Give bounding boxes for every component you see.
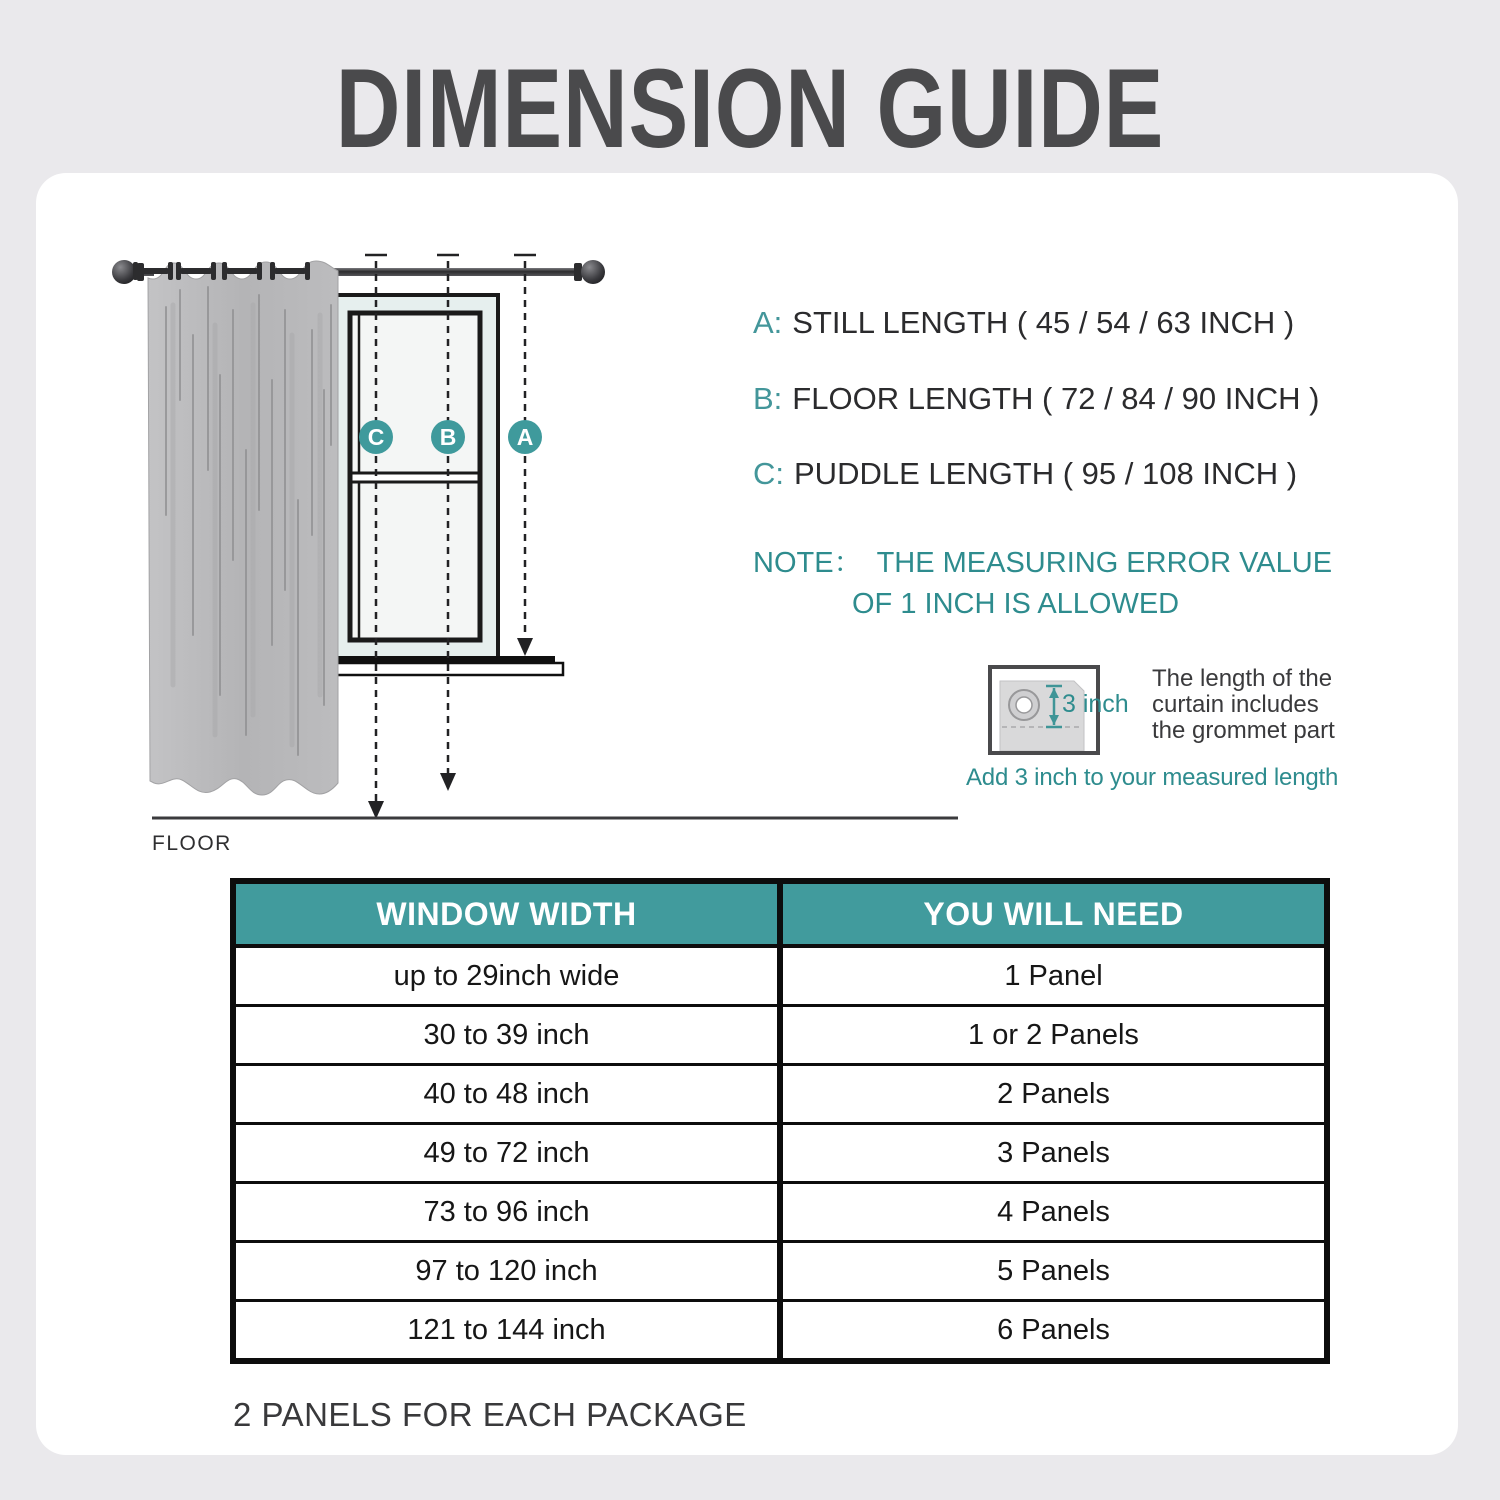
- note-text-1: THE MEASURING ERROR VALUE: [876, 547, 1333, 579]
- window-sill-board: [306, 663, 563, 675]
- rod-left-finial: [112, 260, 136, 284]
- cell-need-1: 1 or 2 Panels: [780, 1006, 1327, 1065]
- grommet-description: [1152, 666, 1335, 744]
- cell-width-1: 30 to 39 inch: [233, 1006, 780, 1065]
- cell-width-0: up to 29inch wide: [233, 946, 780, 1006]
- rod-right-collar: [574, 263, 582, 281]
- cell-width-3: 49 to 72 inch: [233, 1124, 780, 1183]
- legend-key-a: A:: [753, 305, 783, 340]
- legend-item-c: [753, 456, 1297, 492]
- cell-need-2: 2 Panels: [780, 1065, 1327, 1124]
- rod-right-finial: [581, 260, 605, 284]
- cell-width-4: 73 to 96 inch: [233, 1183, 780, 1242]
- table-row: [233, 1183, 1327, 1242]
- legend-key-b: B:: [753, 381, 783, 416]
- cell-width-6: 121 to 144 inch: [233, 1301, 780, 1362]
- cell-need-6: 6 Panels: [780, 1301, 1327, 1362]
- table-row: [233, 1065, 1327, 1124]
- cell-width-5: 97 to 120 inch: [233, 1242, 780, 1301]
- legend-text-b: FLOOR LENGTH ( 72 / 84 / 90 INCH ): [792, 381, 1320, 416]
- cell-need-0: 1 Panel: [780, 946, 1327, 1006]
- table-row: [233, 946, 1327, 1006]
- legend-text-c: PUDDLE LENGTH ( 95 / 108 INCH ): [794, 456, 1298, 491]
- legend-text-a: STILL LENGTH ( 45 / 54 / 63 INCH ): [792, 305, 1295, 340]
- cell-need-3: 3 Panels: [780, 1124, 1327, 1183]
- curtain-panel: [133, 261, 338, 795]
- floor-label: FLOOR: [152, 832, 232, 855]
- grommet-desc-line-3: the grommet part: [1152, 717, 1335, 744]
- package-note: 2 PANELS FOR EACH PACKAGE: [233, 1396, 747, 1433]
- grommet-desc-line-1: The length of the: [1152, 665, 1333, 692]
- note-line-1: [753, 540, 1332, 581]
- table-header-row: [233, 881, 1327, 946]
- header-window-width: WINDOW WIDTH: [233, 881, 780, 946]
- arrow-c-icon: [368, 801, 384, 819]
- note-line-2: OF 1 INCH IS ALLOWED: [852, 588, 1180, 620]
- grommet-hole: [1016, 697, 1032, 713]
- cell-width-2: 40 to 48 inch: [233, 1065, 780, 1124]
- legend-item-a: [753, 305, 1294, 341]
- grommet-add-note: Add 3 inch to your measured length: [966, 764, 1339, 791]
- legend-key-c: C:: [753, 456, 784, 491]
- table-row: [233, 1301, 1327, 1362]
- table-row: [233, 1006, 1327, 1065]
- cell-need-5: 5 Panels: [780, 1242, 1327, 1301]
- arrow-b-icon: [440, 773, 456, 791]
- table-row: [233, 1242, 1327, 1301]
- header-you-will-need: YOU WILL NEED: [780, 881, 1327, 946]
- grommet-measure-label: 3 inch: [1062, 690, 1129, 718]
- window-meeting-rail: [351, 473, 479, 482]
- marker-badges: [359, 420, 542, 454]
- page-title: DIMENSION GUIDE: [335, 46, 1165, 171]
- grommet-desc-line-2: curtain includes: [1152, 691, 1319, 718]
- arrow-a-icon: [517, 638, 533, 656]
- marker-c-letter: C: [367, 424, 385, 450]
- panels-table: [230, 878, 1330, 1364]
- legend-item-b: [753, 381, 1319, 417]
- cell-need-4: 4 Panels: [780, 1183, 1327, 1242]
- note-label: NOTE：: [753, 547, 863, 579]
- marker-b-letter: B: [439, 424, 457, 450]
- table-row: [233, 1124, 1327, 1183]
- marker-a-letter: A: [516, 424, 534, 450]
